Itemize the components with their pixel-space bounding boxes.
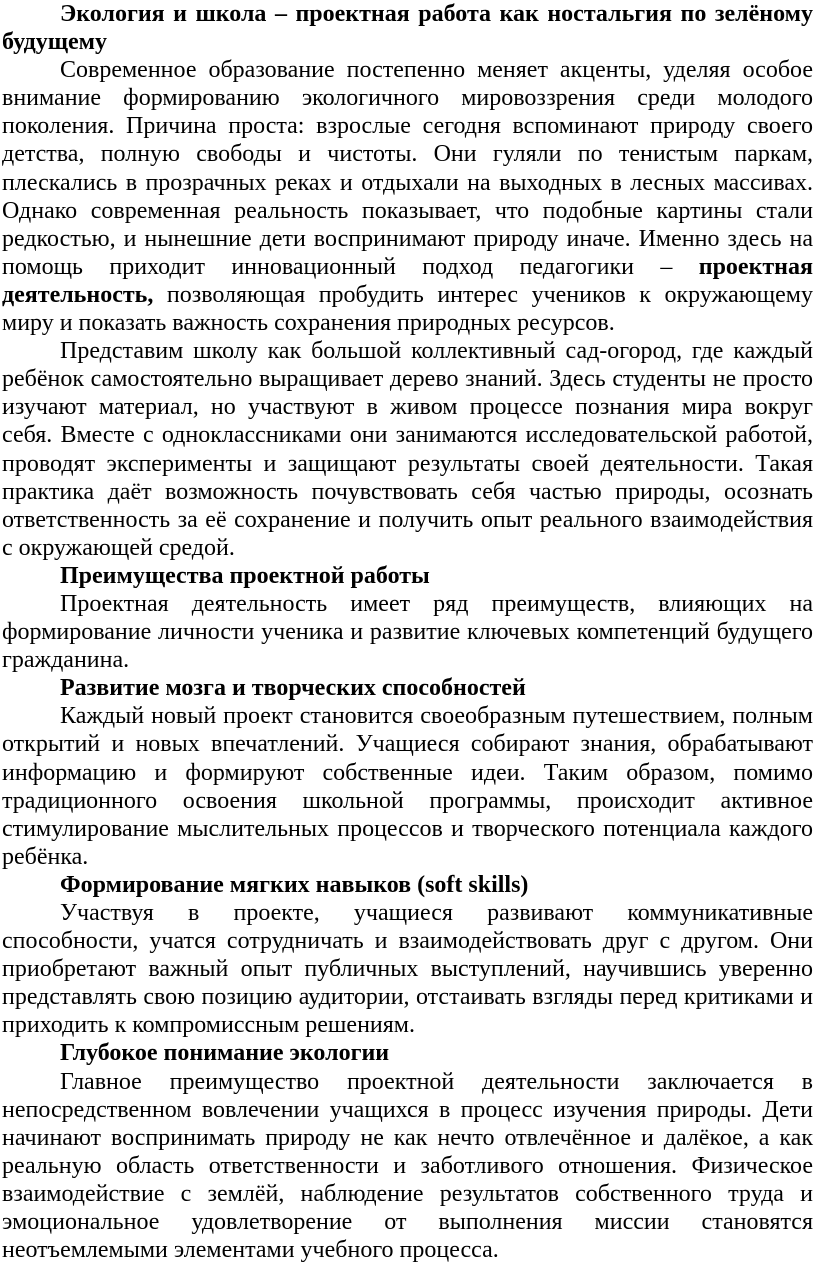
heading-soft-skills: Формирование мягких навыков (soft skills) [60, 871, 529, 898]
paragraph-advantages-intro: Проектная деятельность имеет ряд преимуществ, влияющих на формирование личности ученика и развитие ключевых компетенций будущего гражданина. [2, 590, 813, 674]
heading-project-advantages: Преимущества проектной работы [60, 562, 430, 589]
document-title: Экология и школа – проектная работа как ностальгия по зелёному будущему [2, 1, 813, 56]
heading-brain-development: Развитие мозга и творческих способностей [60, 675, 526, 702]
paragraph-ecology-understanding: Главное преимущество проектной деятельности заключается в непосредственном вовлечении учащихся в процесс изучения природы. Дети начинают воспринимать природу не как нечто отвлечённое и далёкое, а как реальную область ответственности и заботливого отношения. Физическое взаимодействие с землёй, наблюдение результатов собственного труда и эмоциональное удовлетворение от выполнения миссии становятся неотъемлемыми элементами учебного процесса. [2, 1068, 813, 1264]
intro-text-before-bold: Современное образование постепенно меняет акценты, уделяя особое внимание формированию экологичного мировоззрения среди молодого поколения. Причина проста: взрослые сегодня вспоминают природу своего детства, полную свободы и чистоты. Они гуляли по тенистым паркам, плескались в прозрачных реках и отдыхали на выходных в лесных массивах. Однако современная реальность показывает, что подобные картины стали редкостью, и нынешние дети воспринимают природу иначе. Именно здесь на помощь приходит инновационный подход педагогики – [2, 57, 813, 280]
paragraph-soft-skills: Участвуя в проекте, учащиеся развивают коммуникативные способности, учатся сотрудничать и взаимодействовать друг с другом. Они приобретают важный опыт публичных выступлений, научившись уверенно представлять свою позицию аудитории, отстаивать взгляды перед критиками и приходить к компромиссным решениям. [2, 900, 813, 1039]
paragraph-modern-education [2, 56, 813, 337]
paragraph-school-garden: Представим школу как большой коллективный сад-огород, где каждый ребёнок самостоятельно выращивает дерево знаний. Здесь студенты не просто изучают материал, но участвуют в живом процессе познания мира вокруг себя. Вместе с одноклассниками они занимаются исследовательской работой, проводят эксперименты и защищают результаты своей деятельности. Такая практика даёт возможность почувствовать себя частью природы, осознать ответственность за её сохранение и получить опыт реального взаимодействия с окружающей средой. [2, 338, 813, 561]
bold-project-activity-term: проектная деятельность, [2, 253, 813, 308]
heading-ecology-understanding: Глубокое понимание экологии [60, 1040, 390, 1067]
paragraph-brain-development: Каждый новый проект становится своеобразным путешествием, полным открытий и новых впечатлений. Учащиеся собирают знания, обрабатывают информацию и формируют собственные идеи. Таким образом, помимо традиционного освоения школьной программы, происходит активное стимулирование мыслительных процессов и творческого потенциала каждого ребёнка. [2, 703, 813, 870]
intro-text-after-bold: позволяющая пробудить интерес учеников к окружающему миру и показать важность сохранения природных ресурсов. [2, 281, 813, 337]
